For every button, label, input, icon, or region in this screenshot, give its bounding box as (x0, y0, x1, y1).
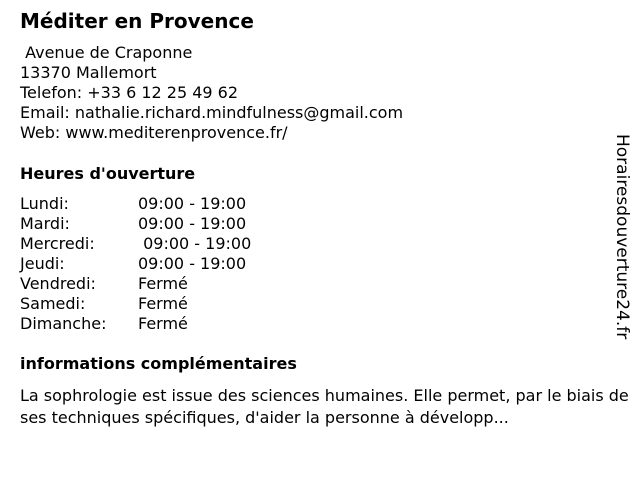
day-hours: 09:00 - 19:00 (138, 234, 252, 253)
hours-row-saturday (20, 294, 280, 314)
hours-row-tuesday (20, 214, 280, 234)
day-label: Mercredi: (20, 234, 95, 253)
phone-line: Telefon: +33 6 12 25 49 62 (20, 83, 239, 102)
info-heading: informations complémentaires (20, 354, 297, 373)
hours-table (20, 194, 280, 334)
day-label: Samedi: (20, 294, 86, 313)
address-street: Avenue de Craponne (20, 43, 193, 62)
contact-block (20, 43, 403, 143)
day-hours: Fermé (138, 314, 188, 333)
day-hours: 09:00 - 19:00 (138, 194, 247, 213)
hours-row-wednesday (20, 234, 280, 254)
day-hours: 09:00 - 19:00 (138, 214, 247, 233)
hours-row-sunday (20, 314, 280, 334)
web-line: Web: www.mediterenprovence.fr/ (20, 123, 288, 142)
hours-row-thursday (20, 254, 280, 274)
day-hours: Fermé (138, 274, 188, 293)
day-label: Vendredi: (20, 274, 96, 293)
site-watermark: Horairesdouverture24.fr (612, 134, 632, 340)
day-hours: 09:00 - 19:00 (138, 254, 247, 273)
day-hours: Fermé (138, 294, 188, 313)
day-label: Jeudi: (20, 254, 65, 273)
business-name: Méditer en Provence (20, 9, 254, 33)
hours-row-friday (20, 274, 280, 294)
day-label: Lundi: (20, 194, 69, 213)
hours-heading: Heures d'ouverture (20, 164, 196, 183)
day-label: Mardi: (20, 214, 70, 233)
day-label: Dimanche: (20, 314, 107, 333)
info-text: La sophrologie est issue des sciences humaines. Elle permet, par le biais de ses techniques spécifiques, d'aider la personne à développ... (20, 386, 629, 427)
hours-row-monday (20, 194, 280, 214)
email-line: Email: nathalie.richard.mindfulness@gmail.com (20, 103, 404, 122)
address-city: 13370 Mallemort (20, 63, 157, 82)
